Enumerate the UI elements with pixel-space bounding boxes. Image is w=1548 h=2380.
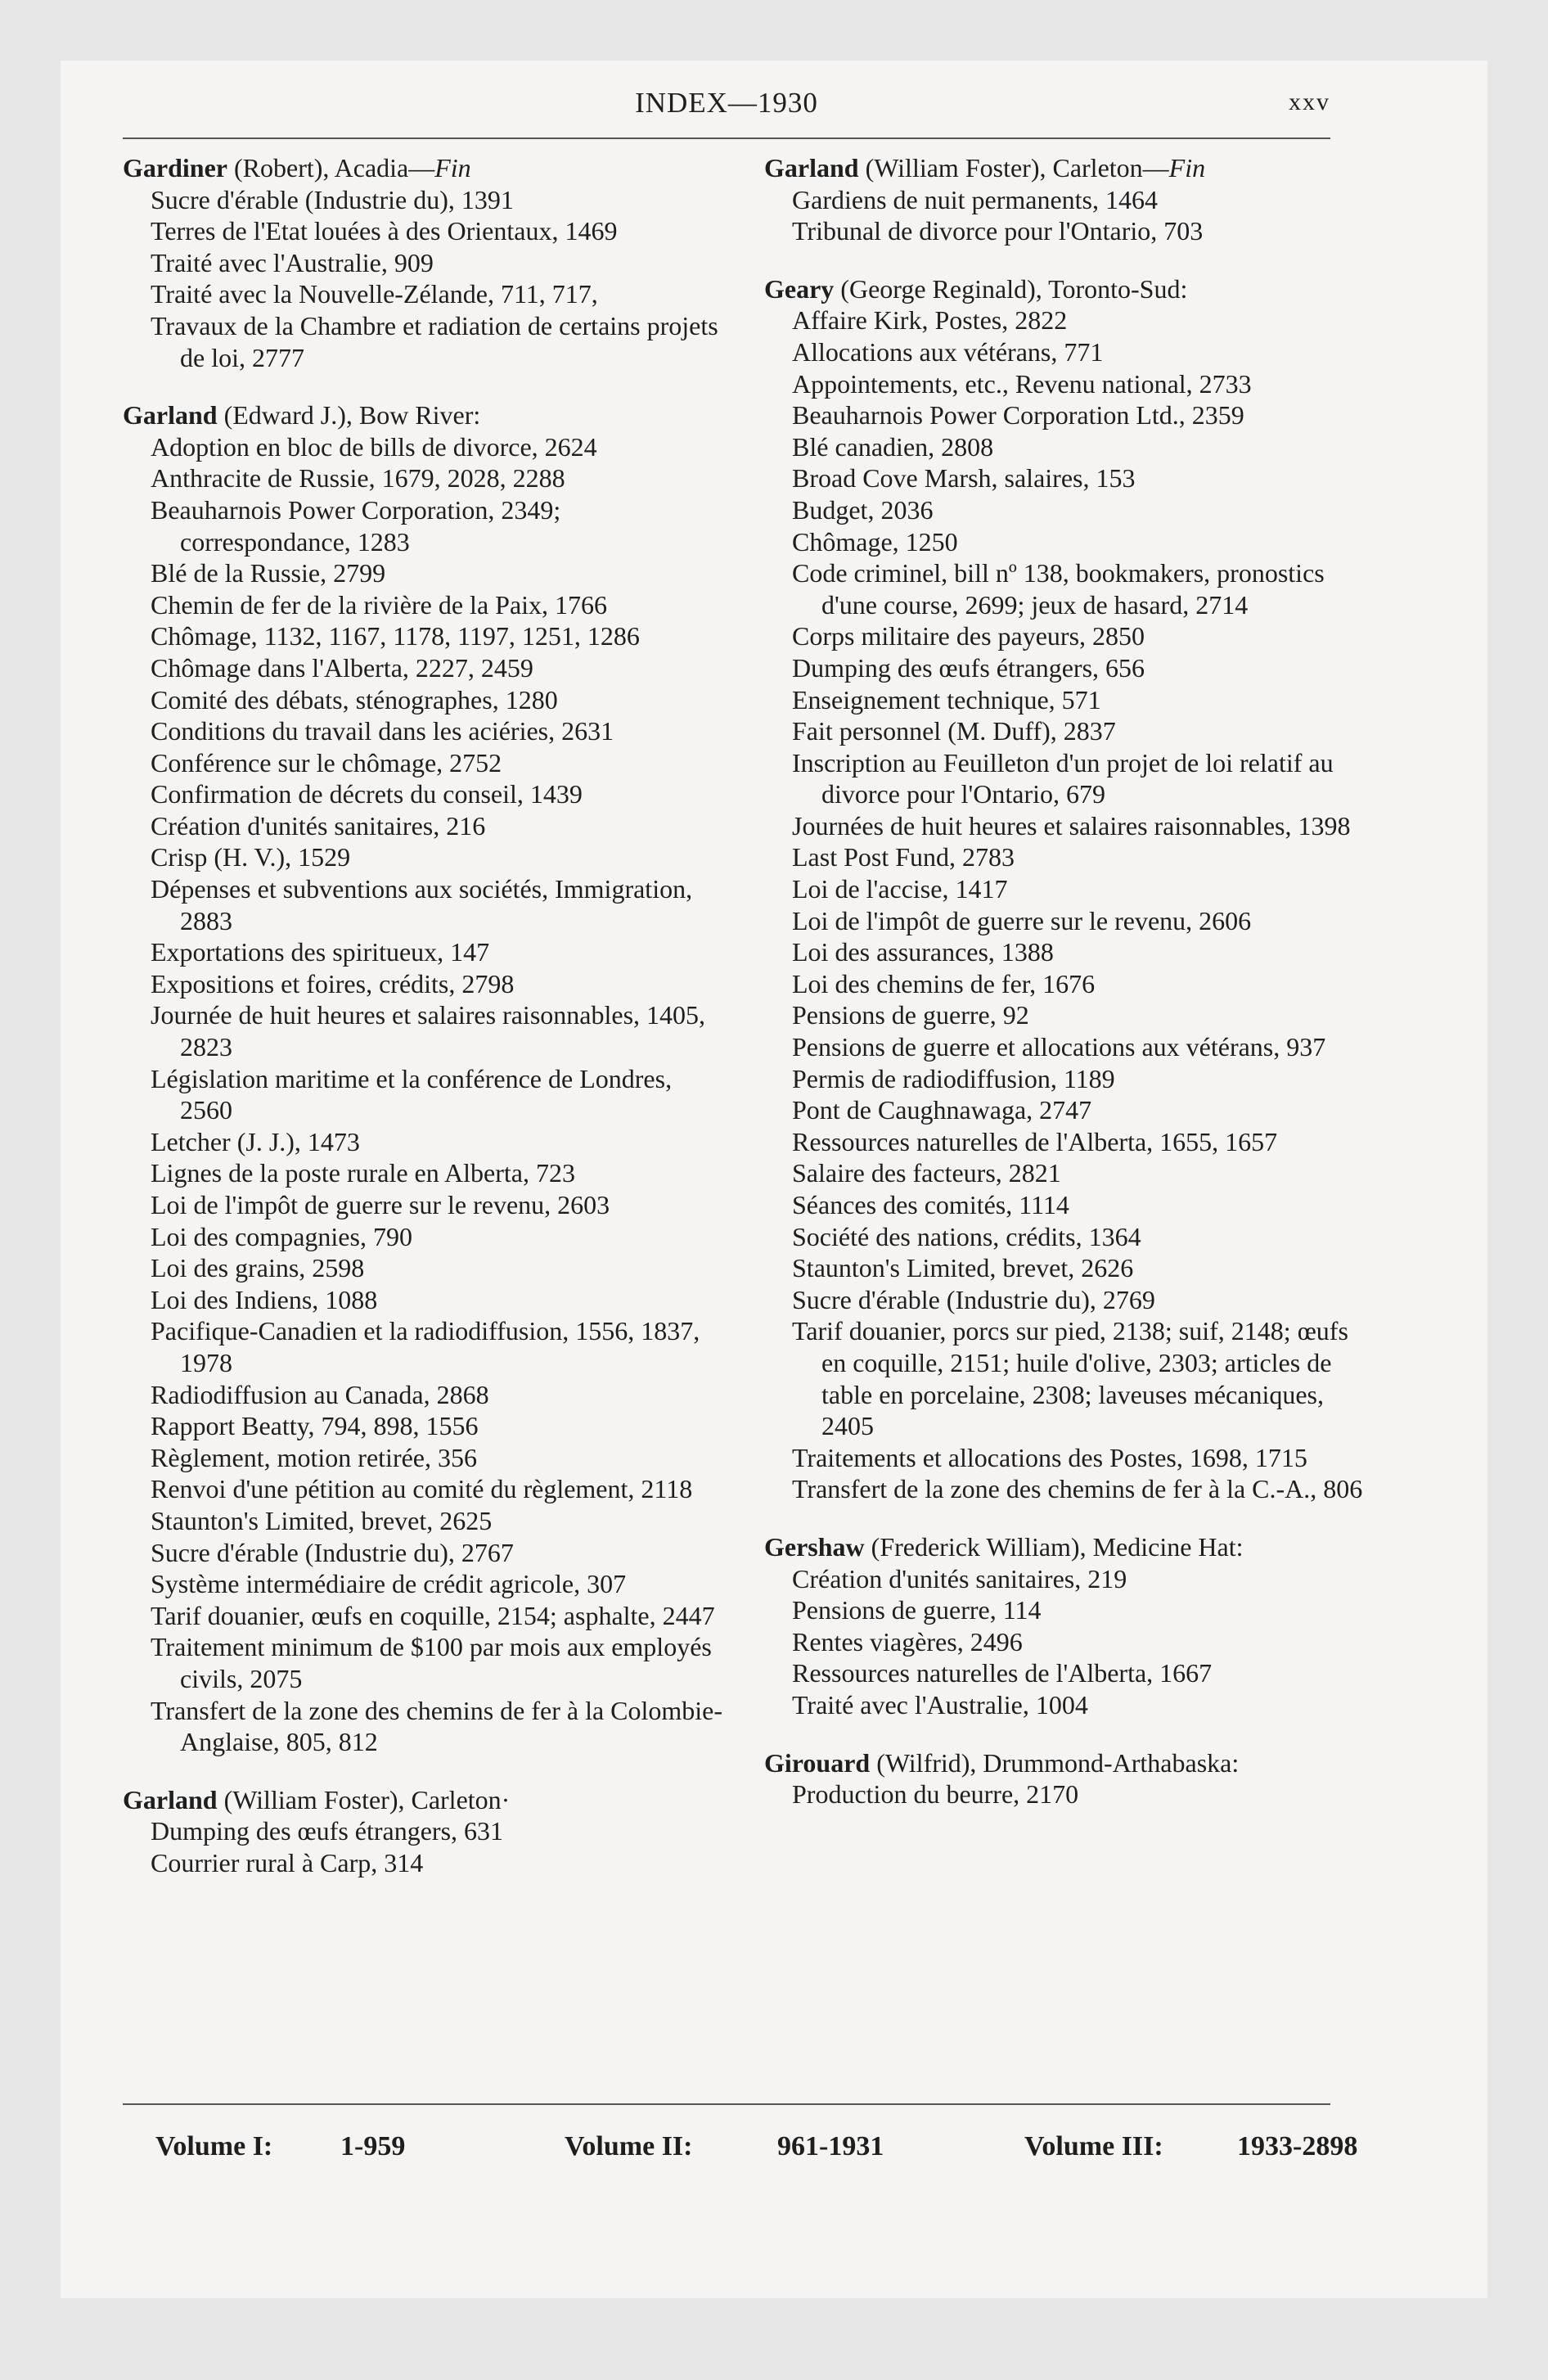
subentry: Affaire Kirk, Postes, 2822 (792, 305, 1068, 336)
subentry: Loi des Indiens, 1088 (151, 1284, 378, 1314)
member-name: Girouard (764, 1747, 871, 1778)
page-number: xxv (1289, 88, 1330, 115)
subentry: Staunton's Limited, brevet, 2626 (792, 1253, 1134, 1283)
index-entry (764, 1531, 1370, 1721)
subentry: Renvoi d'une pétition au comité du règlement, 2118 (151, 1474, 693, 1504)
index-entry (123, 152, 728, 373)
entry-heading (764, 1747, 1370, 1779)
entry-heading (123, 152, 728, 184)
member-name: Garland (764, 153, 859, 183)
subentry: Appointements, etc., Revenu national, 2733 (792, 368, 1252, 399)
entry-heading (123, 399, 728, 431)
subentry: Exportations des spiritueux, 147 (151, 937, 490, 967)
subentry: Sucre d'érable (Industrie du), 2767 (151, 1537, 514, 1567)
subentry: Transfert de la zone des chemins de fer à la C.-A., 806 (792, 1474, 1363, 1504)
running-head (123, 83, 1330, 124)
volume-2-range: 961-1931 (777, 2131, 884, 2161)
subentry: Code criminel, bill nº 138, bookmakers, pronostics d'une course, 2699; jeux de hasard, 2714 (792, 558, 1325, 620)
subentry: Loi des compagnies, 790 (151, 1221, 412, 1251)
index-entry (764, 1747, 1370, 1810)
subentry: Dépenses et subventions aux sociétés, Immigration, 2883 (151, 874, 693, 935)
member-riding: (Edward J.), Bow River: (217, 400, 481, 430)
subentry: Création d'unités sanitaires, 216 (151, 810, 486, 841)
subentry: Rentes viagères, 2496 (792, 1626, 1023, 1657)
subentry: Last Post Fund, 2783 (792, 842, 1015, 872)
subentry: Pont de Caughnawaga, 2747 (792, 1095, 1092, 1125)
subentry: Broad Cove Marsh, salaires, 153 (792, 463, 1136, 494)
subentry: Loi des chemins de fer, 1676 (792, 968, 1096, 998)
subentry: Pensions de guerre et allocations aux vétérans, 937 (792, 1032, 1326, 1062)
subentry: Transfert de la zone des chemins de fer à la Colombie-Anglaise, 805, 812 (151, 1695, 723, 1757)
member-riding: (Frederick William), Medicine Hat: (864, 1531, 1244, 1562)
volume-1-range: 1-959 (340, 2131, 406, 2161)
subentry: Dumping des œufs étrangers, 656 (792, 652, 1145, 683)
subentry: Tarif douanier, porcs sur pied, 2138; suif, 2148; œufs en coquille, 2151; huile d'olive, 2303; articles de table en porcelaine, 2308; laveuses mécaniques, 2405 (792, 1316, 1348, 1441)
subentry: Journée de huit heures et salaires raisonnables, 1405, 2823 (151, 1000, 706, 1062)
member-name: Garland (123, 1784, 218, 1814)
subentry: Chômage, 1250 (792, 526, 958, 557)
subentry: Confirmation de décrets du conseil, 1439 (151, 779, 583, 809)
volume-3-label: Volume III: (1024, 2131, 1163, 2161)
volume-1-label: Volume I: (155, 2131, 273, 2161)
subentry: Gardiens de nuit permanents, 1464 (792, 184, 1158, 214)
member-name: Gardiner (123, 153, 227, 183)
subentry: Fait personnel (M. Duff), 2837 (792, 716, 1116, 746)
continuation-marker: Fin (434, 153, 471, 183)
subentry: Système intermédiaire de crédit agricole, 307 (151, 1569, 627, 1599)
subentry: Rapport Beatty, 794, 898, 1556 (151, 1411, 479, 1441)
subentry: Tribunal de divorce pour l'Ontario, 703 (792, 216, 1204, 246)
header-rule (123, 137, 1330, 139)
subentry: Tarif douanier, œufs en coquille, 2154; asphalte, 2447 (151, 1600, 715, 1630)
subentry: Enseignement technique, 571 (792, 684, 1101, 714)
subentry: Staunton's Limited, brevet, 2625 (151, 1505, 493, 1535)
subentry: Création d'unités sanitaires, 219 (792, 1563, 1127, 1593)
subentry: Séances des comités, 1114 (792, 1190, 1069, 1219)
subentry: Conditions du travail dans les aciéries, 2631 (151, 716, 614, 746)
subentry: Pensions de guerre, 92 (792, 1000, 1029, 1030)
subentry: Lignes de la poste rurale en Alberta, 723 (151, 1158, 575, 1188)
subentry: Blé canadien, 2808 (792, 431, 994, 462)
subentry: Journées de huit heures et salaires raisonnables, 1398 (792, 810, 1351, 841)
subentry: Sucre d'érable (Industrie du), 2769 (792, 1284, 1155, 1314)
subentry: Production du beurre, 2170 (792, 1779, 1079, 1810)
subentry: Beauharnois Power Corporation Ltd., 2359 (792, 400, 1244, 430)
subentry: Loi de l'accise, 1417 (792, 874, 1008, 904)
entry-heading (764, 1531, 1370, 1563)
subentry: Loi de l'impôt de guerre sur le revenu, 2603 (151, 1190, 610, 1219)
member-name: Geary (764, 273, 835, 304)
subentry: Adoption en bloc de bills de divorce, 2624 (151, 431, 597, 462)
subentry: Salaire des facteurs, 2821 (792, 1158, 1061, 1188)
subentry: Sucre d'érable (Industrie du), 1391 (151, 184, 514, 214)
subentry: Pensions de guerre, 114 (792, 1595, 1042, 1625)
subentry: Ressources naturelles de l'Alberta, 1655, 1657 (792, 1126, 1278, 1156)
subentry: Allocations aux vétérans, 771 (792, 336, 1104, 367)
subentry: Budget, 2036 (792, 494, 934, 525)
subentry: Ressources naturelles de l'Alberta, 1667 (792, 1658, 1213, 1688)
subentry: Traité avec l'Australie, 1004 (792, 1689, 1088, 1720)
index-entry (123, 399, 728, 1758)
subentry: Permis de radiodiffusion, 1189 (792, 1063, 1115, 1093)
member-riding: (William Foster), Carleton· (217, 1784, 511, 1814)
left-column (123, 152, 728, 1904)
subentry: Règlement, motion retirée, 356 (151, 1442, 477, 1472)
right-column (764, 152, 1370, 1837)
subentry: Crisp (H. V.), 1529 (151, 842, 351, 872)
member-riding: (Robert), Acadia— (227, 153, 435, 183)
subentry: Blé de la Russie, 2799 (151, 558, 386, 588)
subentry: Loi de l'impôt de guerre sur le revenu, 2606 (792, 905, 1252, 935)
subentry: Traité avec la Nouvelle-Zélande, 711, 717, (151, 279, 598, 309)
entry-heading (764, 273, 1370, 305)
member-riding: (William Foster), Carleton— (858, 153, 1169, 183)
subentry: Traitement minimum de $100 par mois aux employés civils, 2075 (151, 1632, 712, 1693)
subentry: Législation maritime et la conférence de Londres, 2560 (151, 1063, 673, 1125)
member-riding: (Wilfrid), Drummond-Arthabaska: (870, 1747, 1240, 1778)
subentry: Anthracite de Russie, 1679, 2028, 2288 (151, 463, 565, 494)
subentry: Chômage dans l'Alberta, 2227, 2459 (151, 652, 533, 683)
member-name: Garland (123, 400, 218, 430)
page-title: INDEX—1930 (635, 87, 818, 119)
entry-heading (764, 152, 1370, 184)
entry-heading (123, 1784, 728, 1816)
subentry: Travaux de la Chambre et radiation de certains projets de loi, 2777 (151, 310, 718, 372)
subentry: Inscription au Feuilleton d'un projet de loi relatif au divorce pour l'Ontario, 679 (792, 747, 1334, 809)
subentry: Beauharnois Power Corporation, 2349; correspondance, 1283 (151, 494, 561, 557)
index-entry (123, 1784, 728, 1879)
subentry: Pacifique-Canadien et la radiodiffusion, 1556, 1837, 1978 (151, 1316, 700, 1377)
subentry: Letcher (J. J.), 1473 (151, 1126, 360, 1156)
subentry: Comité des débats, sténographes, 1280 (151, 684, 558, 714)
index-entry (764, 273, 1370, 1505)
subentry: Terres de l'Etat louées à des Orientaux, 1469 (151, 216, 618, 246)
subentry: Chômage, 1132, 1167, 1178, 1197, 1251, 1286 (151, 621, 640, 651)
subentry: Radiodiffusion au Canada, 2868 (151, 1379, 489, 1409)
subentry: Loi des grains, 2598 (151, 1253, 365, 1283)
subentry: Société des nations, crédits, 1364 (792, 1221, 1141, 1251)
subentry: Courrier rural à Carp, 314 (151, 1847, 424, 1877)
footer-rule (123, 2103, 1330, 2105)
subentry: Traitements et allocations des Postes, 1698, 1715 (792, 1442, 1307, 1472)
subentry: Loi des assurances, 1388 (792, 937, 1054, 967)
volume-2-label: Volume II: (565, 2131, 693, 2161)
continuation-marker: Fin (1168, 153, 1206, 183)
subentry: Chemin de fer de la rivière de la Paix, 1766 (151, 589, 608, 620)
subentry: Corps militaire des payeurs, 2850 (792, 621, 1145, 651)
member-riding: (George Reginald), Toronto-Sud: (834, 273, 1188, 304)
subentry: Traité avec l'Australie, 909 (151, 247, 434, 277)
subentry: Conférence sur le chômage, 2752 (151, 747, 502, 778)
index-entry (764, 152, 1370, 247)
subentry: Expositions et foires, crédits, 2798 (151, 968, 515, 998)
subentry: Dumping des œufs étrangers, 631 (151, 1816, 504, 1846)
volume-footer (155, 2131, 1358, 2172)
volume-3-range: 1933-2898 (1237, 2131, 1358, 2161)
member-name: Gershaw (764, 1531, 865, 1562)
